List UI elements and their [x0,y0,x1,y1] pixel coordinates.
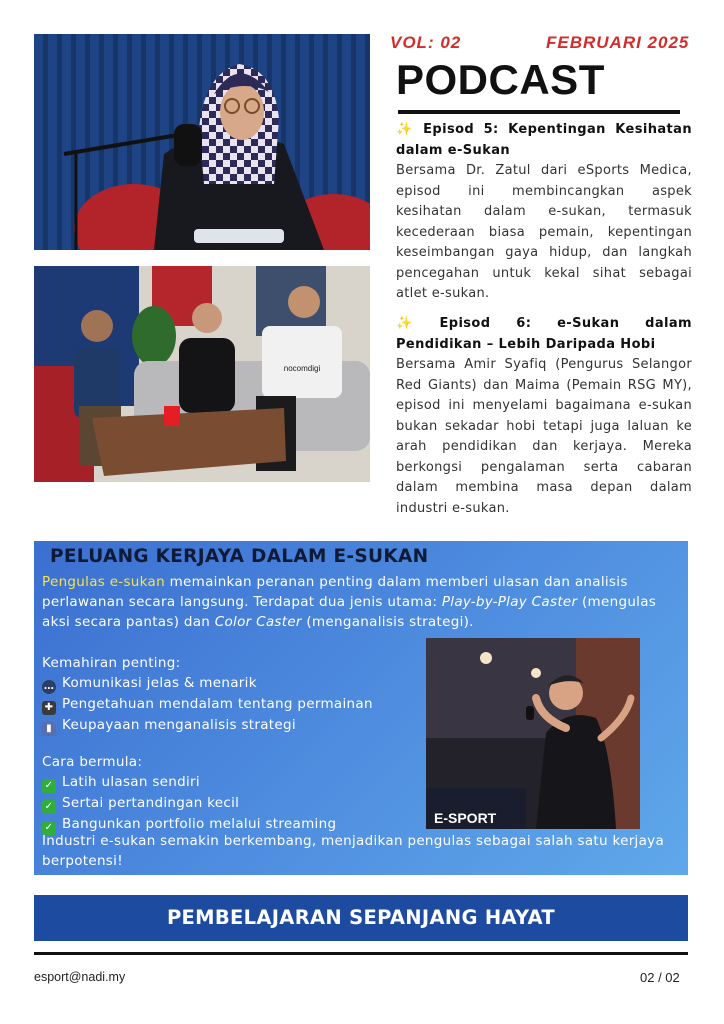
list-item: ▮ Keupayaan menganalisis strategi [42,715,422,736]
list-item: ✓ Latih ulasan sendiri [42,772,422,793]
stage-sign-text: E-SPORT [434,810,497,826]
list-item: ✚ Pengetahuan mendalam tentang permainan [42,694,422,715]
podcast-host-photo [34,34,370,250]
play-by-play-term: Play-by-Play Caster [441,594,578,610]
podcast-guests-photo [34,266,370,482]
highlight-term: Pengulas e-sukan [42,574,165,590]
sparkle-icon: ✨ [396,316,434,331]
list-item: ✓ Sertai pertandingan kecil [42,793,422,814]
career-section-title: PELUANG KERJAYA DALAM E-SUKAN [50,546,429,567]
sparkle-icon: ✨ [396,122,418,137]
list-item: … Komunikasi jelas & menarik [43,675,257,692]
episode-6-title: ✨ Episod 6: e-Sukan dalam Pendidikan – Lebih Daripada Hobi [396,316,693,352]
page-title: PODCAST [396,56,605,103]
skills-list [42,653,422,736]
contact-email[interactable]: esport@nadi.my [34,970,126,984]
issue-date: FEBRUARI 2025 [546,33,690,52]
episode-6 [396,314,692,519]
steps-list [42,752,422,835]
gamepad-icon: ✚ [42,701,56,715]
color-caster-term: Color Caster [214,614,302,630]
career-intro: Pengulas e-sukan memainkan peranan penting dalam memberi ulasan dan analisis perlawanan secara langsung. Terdapat dua jenis utama: Play-by-Play Caster (mengulas aksi secara pantas) dan Color Caster (menganalisis strategi). [42,574,657,630]
episode-5 [396,120,692,305]
title-divider [398,110,680,114]
career-section [34,541,688,875]
list-item: ✓ Bangunkan portfolio melalui streaming [42,814,422,835]
banner-text: PEMBELAJARAN SEPANJANG HAYAT [166,906,556,929]
page-number: 02 / 02 [640,970,680,985]
check-icon: ✓ [42,800,56,814]
footer-divider [34,952,688,955]
volume-label: VOL: 02 [390,33,462,52]
steps-heading: Cara bermula: [42,754,143,770]
episode-5-title: ✨ Episod 5: Kepentingan Kesihatan dalam e-Sukan [396,122,692,158]
lifelong-learning-banner [34,895,688,941]
jersey-text: nocomdigi [283,364,321,373]
career-closing: Industri e-sukan semakin berkembang, menjadikan pengulas sebagai salah satu kerjaya berpotensi! [42,833,665,869]
caster-photo [426,638,640,829]
speech-icon: … [43,681,55,692]
check-icon: ✓ [42,821,56,835]
episode-6-body: Bersama Amir Syafiq (Pengurus Selangor Red Giants) dan Maima (Pemain RSG MY), episod ini menyelami bagaimana e-sukan bukan sekadar hobi tetapi juga laluan ke arah pendidikan dan kerjaya. Mereka berkongsi pengalaman serta cabaran dalam membina masa depan dalam industri e-sukan. [396,357,692,516]
bar-chart-icon: ▮ [42,722,56,736]
episode-5-body: Bersama Dr. Zatul dari eSports Medica, episod ini membincangkan aspek kesihatan dalam e-sukan, termasuk kecederaan biasa pemain, kepentingan keseimbangan gaya hidup, dan langkah pencegahan untuk kekal sihat sebagai atlet e-sukan. [396,163,692,301]
skills-heading: Kemahiran penting: [42,655,181,671]
check-icon: ✓ [42,779,56,793]
